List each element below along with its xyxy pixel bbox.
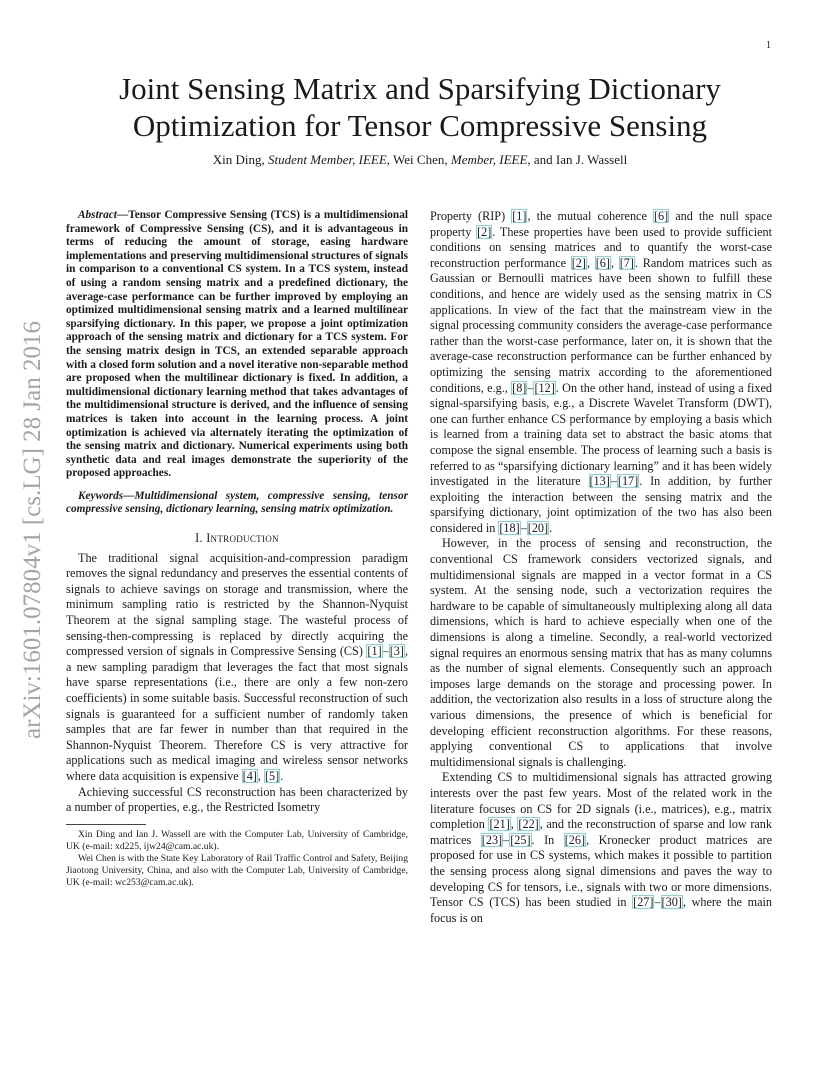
text-run: – [654, 895, 661, 910]
citation-link[interactable]: [8] [512, 380, 527, 395]
footnote-2: Wei Chen is with the State Key Laboratory of Rail Traffic Control and Safety, Beijing Jiaotong University, China, and also with the Computer Lab, University of Cambridge, UK (e-mail: wc253@cam.ac.uk). [66, 852, 408, 888]
text-run: , the mutual coherence [527, 209, 653, 223]
intro-paragraph-2: Achieving successful CS reconstruction has been characterized by a number of properties, e.g., the Restricted Isometry [66, 784, 408, 815]
citation-link[interactable]: [2] [477, 224, 492, 239]
abstract-body: —Tensor Compressive Sensing (TCS) is a multidimensional framework of Compressive Sensing (CS), and it is advantageous in terms of reducing the amount of storage, easing hardware implementations and preserving multidimensional structures of signals in comparison to a conventional CS system. In a TCS system, instead of using a random sensing matrix and a predefined dictionary, the average-case performance can be further improved by employing an optimized multidimensional sensing matrix and a learned multilinear sparsifying dictionary. In this paper, we propose a joint optimization approach of the sensing matrix and dictionary for a TCS system. For the sensing matrix design in TCS, an extended separable approach with a closed form solution and a novel iterative non-separable method are proposed when the multilinear dictionary is fixed. In addition, a multidimensional dictionary learning method that takes advantages of the multidimensional structure is derived, and the influence of sensing matrices is taken into account in the learning process. A joint optimization is achieved via alternately iterating the optimization of the sensing matrix and dictionary. Numerical experiments using both synthetic data and real images demonstrate the superiority of the proposed approaches. [66, 209, 408, 480]
intro-paragraph-4: However, in the process of sensing and reconstruction, the conventional CS framework considers vectorized signals, and multidimensional signals are mapped in a vector format in a CS system. At the sensing node, such a vectorization requires the hardware to be capable of simultaneously multiplexing along all data dimensions, which is hard to achieve especially when one of the dimensions is along a timeline. Secondly, a real-world vectorized signal requires an enormous sensing matrix that has as many columns as the number of signal elements. Consequently such an approach imposes large demands on the storage and processing power. In addition, the vectorization also results in a loss of structure along the various dimensions, the presence of which is beneficial for developing efficient reconstruction algorithms. For these reasons, applying conventional CS to applications that involve multidimensional signals is challenging. [430, 536, 772, 769]
citation-link[interactable]: [12] [534, 380, 555, 395]
citation-link[interactable]: [4] [242, 768, 257, 783]
text-run: . In addition, by further exploiting the interaction between the sensing matrix and the sparsifying dictionary, joint optimization of the two has also been considered in [430, 474, 772, 535]
citation-link[interactable]: [7] [619, 255, 634, 270]
citation-link[interactable]: [1] [512, 209, 527, 223]
citation-link[interactable]: [5] [264, 768, 280, 783]
citation-link[interactable]: [25] [510, 832, 531, 847]
text-run: , [257, 768, 264, 783]
author-1-role: Student Member, IEEE [268, 152, 387, 167]
intro-paragraph-3 [430, 209, 772, 536]
citation-link[interactable]: [2] [571, 255, 586, 270]
citation-link[interactable]: [26] [564, 832, 586, 847]
text-run: , and the reconstruction of sparse and low rank matrices [430, 817, 772, 847]
author-1: Xin Ding, [212, 152, 269, 167]
right-column [430, 209, 772, 926]
text-run: , Kronecker product matrices are proposed for use in CS systems, which makes it possible to partition the sensing process along signal dimensions and paves the way to developing CS for tensors, i.e., signals with two or more dimensions. Tensor CS (TCS) has been studied in [430, 832, 772, 910]
author-2-role: Member, IEEE [450, 152, 528, 167]
citation-link[interactable]: [6] [595, 255, 610, 270]
text-run: Property (RIP) [430, 209, 512, 223]
text-run: Extending CS to multidimensional signals has attracted growing interests over the past few years. Most of the related work in the literature focuses on CS for 2D signals (i.e., matrices), e.g., matrix completion [430, 770, 772, 832]
section-number: I. [195, 531, 207, 546]
intro-paragraph-1 [66, 551, 408, 785]
citation-link[interactable]: [21] [489, 817, 510, 832]
text-run: – [520, 520, 527, 535]
text-run: – [527, 380, 534, 395]
text-run: , [586, 255, 595, 270]
text-run: , a new sampling paradigm that leverages the fact that most signals have sparse representations (i.e., there are only a few non-zero coefficients) in some suitable basis. Successful reconstruction of such signals is guaranteed for a sufficient number of randomly taken samples that are far fewer in number than that required in the Shannon-Nyquist Theorem. Therefore CS is very attractive for applications such as medical imaging and wireless sensor networks where data acquisition is expensive [66, 644, 408, 783]
text-run: . Random matrices such as Gaussian or Bernoulli matrices have been shown to fulfill these conditions, and hence are widely used as the sensing matrix in CS applications. In view of the fact that the mainstream view in the signal processing community considers the average-case performance rather than the worst-case performance, later on, it is shown that the average-case reconstruction performance can be further enhanced by optimizing the sensing matrix according to the aforementioned conditions, e.g., [430, 255, 773, 395]
text-run: and the null space property [430, 209, 772, 239]
text-run: . [549, 520, 553, 535]
arxiv-watermark: arXiv:1601.07804v1 [cs.LG] 28 Jan 2016 [19, 321, 46, 739]
page-number: 1 [766, 40, 771, 51]
text-run: , [610, 255, 619, 270]
text-run: . These properties have been used to provide sufficient conditions on sensing matrices and to quantify the worst-case reconstruction performance [430, 224, 772, 270]
citation-link[interactable]: [20] [527, 520, 549, 535]
paper-title: Joint Sensing Matrix and Sparsifying Dictionary Optimization for Tensor Compressive Sensing [119, 71, 721, 143]
citation-link[interactable]: [13] [589, 474, 610, 489]
intro-paragraph-5 [430, 770, 772, 926]
citation-link[interactable]: [18] [499, 520, 520, 535]
abstract [66, 209, 408, 481]
author-line [60, 152, 780, 168]
author-2: , Wei Chen, [386, 152, 451, 167]
citation-link[interactable]: [30] [661, 895, 682, 910]
text-run: – [382, 644, 389, 659]
text-run: , where the main focus is on [430, 895, 773, 925]
text-run: . On the other hand, instead of using a fixed signal-sparsifying basis, e.g., a Discrete Wavelet Transform (DWT), one can further enhance CS performance by employing a basis which is learned from a training data set to abstract the basic atoms that compose the signal ensemble. The process of learning such a basis is referred to as “sparsifying dictionary learning” and it has been widely investigated in the literature [430, 380, 772, 489]
citation-link[interactable]: [17] [617, 474, 639, 489]
text-run: . [280, 768, 284, 783]
citation-link[interactable]: [23] [481, 832, 503, 847]
citation-link[interactable]: [6] [653, 209, 669, 223]
citation-link[interactable]: [22] [518, 817, 539, 832]
citation-link[interactable]: [1] [367, 644, 382, 659]
citation-link[interactable]: [3] [389, 644, 404, 659]
text-run: . In [531, 832, 564, 847]
left-column [66, 209, 408, 889]
text-run: , [510, 817, 518, 832]
keywords: Keywords—Multidimensional system, compressive sensing, tensor compressive sensing, dictionary learning, sensing matrix optimization. [66, 489, 408, 516]
citation-link[interactable]: [27] [633, 895, 654, 910]
footnote-rule [66, 824, 146, 825]
text-run: – [503, 832, 510, 847]
text-run: The traditional signal acquisition-and-compression paradigm removes the signal redundancy and preserves the essential contents of signals to achieve savings on storage and transmission, where the minimum sampling ratio is restricted by the Shannon-Nyquist Theorem at the signal sampling stage. The wasteful process of sensing-then-compressing is replaced by directly acquiring the compressed version of signals in Compressive Sensing (CS) [66, 550, 408, 659]
text-run: – [610, 474, 617, 489]
footnote-1: Xin Ding and Ian J. Wassell are with the Computer Lab, University of Cambridge, UK (e-mail: xd225, ijw24@cam.ac.uk). [66, 828, 408, 852]
section-heading-introduction [66, 531, 408, 547]
section-title: Introduction [206, 531, 279, 546]
author-3: , and Ian J. Wassell [527, 152, 628, 167]
abstract-lead: Abstract [78, 209, 117, 221]
